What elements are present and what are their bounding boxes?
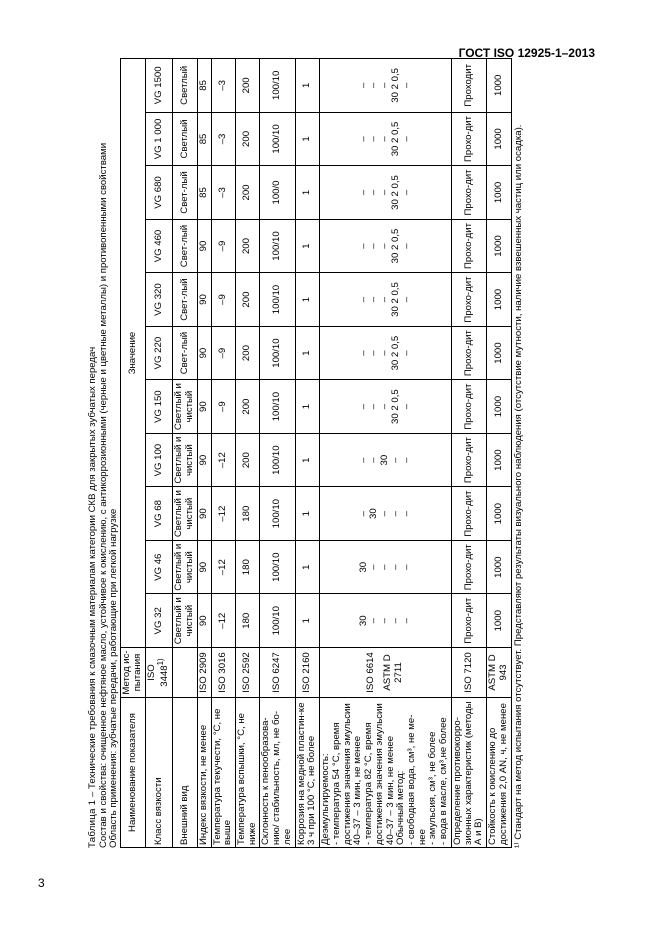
demul-value: – [400, 136, 412, 142]
row-method: ISO 6247 [260, 648, 295, 698]
demul-line: - свободная вода, см³, не ме-нее [406, 714, 428, 845]
row-value: 1 [295, 433, 319, 487]
demul-value: – [379, 296, 391, 303]
row-value: 90 [197, 433, 211, 487]
demul-value: – [400, 564, 412, 570]
row-value: 100/10 [260, 380, 295, 434]
row-name [320, 698, 452, 848]
demul-value: – [368, 189, 380, 196]
row-value: Светлый и чистый [173, 380, 197, 434]
row-method: ISO 2909 [197, 648, 211, 698]
demul-value: – [379, 403, 391, 410]
demul-value: 30 2 0,5 [389, 175, 401, 210]
row-method [320, 648, 452, 698]
demul-value: – [368, 296, 380, 303]
row-value: 1000 [487, 59, 511, 113]
row-value: 100/10 [260, 487, 295, 541]
row-value: VG 100 [145, 433, 173, 487]
row-value: VG 680 [145, 166, 173, 220]
row-value [320, 273, 452, 327]
row-value: 100/10 [260, 433, 295, 487]
row-value: 1000 [487, 594, 511, 648]
row-value: 100/10 [260, 59, 295, 113]
col-header-method: Метод ис-пытания [121, 648, 145, 698]
demul-value: – [389, 511, 401, 517]
row-value: 1 [295, 273, 319, 327]
table-caption [88, 58, 120, 848]
row-value: 100/0 [260, 166, 295, 220]
row-value: –12 [211, 487, 235, 541]
row-value: VG 320 [145, 273, 173, 327]
demul-value: – [400, 82, 412, 89]
row-value [320, 540, 452, 594]
row-value: 90 [197, 540, 211, 594]
row-value: 180 [236, 594, 260, 648]
demul-value: – [379, 511, 391, 517]
table-row-demulsibility [320, 59, 452, 848]
row-value: 100/10 [260, 540, 295, 594]
row-value: 180 [236, 540, 260, 594]
demul-line: Обычный метод: [395, 770, 407, 845]
row-value: 200 [236, 112, 260, 166]
demul-value: 30 2 0,5 [389, 228, 401, 264]
row-value: –9 [211, 326, 235, 380]
row-value: Свет-лый [173, 166, 197, 220]
row-value: Прохо-дит [451, 219, 486, 273]
table-row [295, 59, 319, 848]
demul-value: – [400, 243, 412, 249]
row-value: VG 220 [145, 326, 173, 380]
row-value: 100/10 [260, 273, 295, 327]
row-value: 1000 [487, 487, 511, 541]
row-value: 1 [295, 594, 319, 648]
demul-value: – [357, 403, 369, 410]
row-value: 1 [295, 380, 319, 434]
row-value: 85 [197, 166, 211, 220]
demul-method: ASTM D 2711 [382, 654, 404, 691]
row-value: Проходит [451, 59, 486, 113]
row-value: Прохо-дит [451, 487, 486, 541]
row-value: Светлый и чистый [173, 594, 197, 648]
row-value: 90 [197, 487, 211, 541]
row-name: Коррозия на медной пластин-ке 3 ч при 100 °C, не более [295, 698, 319, 848]
demul-value: 30 2 0,5 [389, 121, 401, 157]
row-value: 100/10 [260, 219, 295, 273]
row-name: Стойкость к окислению до достижения 2,0 AN, ч, не менее [487, 698, 511, 848]
demul-value: – [389, 457, 401, 463]
row-value: 90 [197, 326, 211, 380]
requirements-table [120, 58, 511, 848]
row-value: –12 [211, 594, 235, 648]
row-value: 100/10 [260, 326, 295, 380]
row-value: 1 [295, 326, 319, 380]
row-value: Светлый [173, 112, 197, 166]
row-method: ISO 2592 [236, 648, 260, 698]
demul-line: - эмульсия, см³, не более [427, 731, 439, 845]
demul-value: – [379, 618, 391, 624]
table-row [173, 59, 197, 848]
table-row [197, 59, 211, 848]
demul-value: 30 2 0,5 [389, 68, 401, 103]
table-row [145, 59, 173, 848]
row-value [320, 326, 452, 380]
demul-value: – [400, 189, 412, 196]
row-value: 1 [295, 112, 319, 166]
row-value [320, 380, 452, 434]
row-name: Внешний вид [173, 698, 197, 848]
demul-value: – [357, 243, 369, 249]
row-value: 200 [236, 326, 260, 380]
demul-value: – [379, 243, 391, 249]
row-method [173, 648, 197, 698]
row-value: 200 [236, 433, 260, 487]
composition-line: Состав и свойства: очищенное нефтяное масло, устойчивое к окислению, с антикоррозионными (черные и цветные металлы) и противопенными свойствами [97, 142, 109, 848]
demul-value: – [368, 136, 380, 142]
row-value: VG 32 [145, 594, 173, 648]
row-name: Температура вспышки, °C, не ниже [236, 698, 260, 848]
table-title: – Технические требования к смазочным материалам категории СКВ для закрытых зубчатых передач [87, 346, 98, 800]
row-method: ASTM D 943 [487, 648, 511, 698]
row-value: 1000 [487, 273, 511, 327]
demul-value: – [400, 511, 412, 517]
table-row [451, 59, 486, 848]
demul-value: – [368, 564, 380, 570]
row-value: 200 [236, 380, 260, 434]
application-line: Область применения: зубчатые передачи, работающие при легкой нагрузке [108, 508, 120, 848]
demul-value: – [368, 457, 380, 463]
demul-value: 30 [357, 561, 369, 573]
table-row [211, 59, 235, 848]
row-value: 90 [197, 273, 211, 327]
row-value: 85 [197, 112, 211, 166]
demul-value: – [389, 564, 401, 570]
row-value: VG 1 000 [145, 112, 173, 166]
row-value: 100/10 [260, 594, 295, 648]
row-value [320, 219, 452, 273]
row-value: Прохо-дит [451, 540, 486, 594]
row-value [320, 487, 452, 541]
row-value: 1000 [487, 219, 511, 273]
demul-value: 30 [379, 454, 391, 466]
demul-value: 30 [368, 508, 380, 520]
row-value: 90 [197, 219, 211, 273]
table-row [487, 59, 511, 848]
row-value: 1000 [487, 540, 511, 594]
row-value: Свет-лый [173, 326, 197, 380]
demul-value: – [368, 82, 380, 89]
row-value: 200 [236, 273, 260, 327]
demul-method: ISO 6614 [365, 652, 377, 693]
row-value: 1 [295, 540, 319, 594]
table-row [260, 59, 295, 848]
table-row [236, 59, 260, 848]
demul-value: – [357, 457, 369, 463]
demul-value: 30 [357, 615, 369, 627]
row-value [320, 594, 452, 648]
demul-line: - температура 82 °C, время достижения значения эмульсии 40–37 – 3 мин, не менее [363, 703, 396, 845]
footnote: ¹⁾ Стандарт на метод испытания отсутствует. Представляют результаты визуального наблюдения (отсутствие мутности, наличие взвешенных частиц или осадка). [512, 124, 524, 848]
row-value: 1000 [487, 112, 511, 166]
demul-value: – [379, 189, 391, 196]
row-value: 1 [295, 219, 319, 273]
row-value: 90 [197, 594, 211, 648]
row-value: –3 [211, 166, 235, 220]
row-value: Прохо-дит [451, 326, 486, 380]
row-value: 1000 [487, 166, 511, 220]
row-value: 1 [295, 487, 319, 541]
demul-line: Деэмульгируемость: [320, 753, 332, 845]
row-value: Прохо-дит [451, 380, 486, 434]
row-value [320, 166, 452, 220]
demul-value: – [357, 82, 369, 89]
row-value: 200 [236, 219, 260, 273]
row-value: VG 1500 [145, 59, 173, 113]
demul-value: – [400, 350, 412, 356]
row-value: Прохо-дит [451, 594, 486, 648]
row-value: Светлый и чистый [173, 487, 197, 541]
demul-value: – [400, 457, 412, 463]
table-label: Таблица 1 [87, 799, 98, 848]
row-value: Светлый и чистый [173, 433, 197, 487]
row-name: Индекс вязкости, не менее [197, 698, 211, 848]
demul-value: – [379, 82, 391, 89]
row-value [320, 433, 452, 487]
demul-value: – [400, 618, 412, 624]
demul-value: – [368, 403, 380, 410]
row-value: 180 [236, 487, 260, 541]
row-value: VG 460 [145, 219, 173, 273]
demul-value: – [357, 511, 369, 517]
row-value: –3 [211, 112, 235, 166]
row-value: Свет-лый [173, 273, 197, 327]
row-method: ISO 2160 [295, 648, 319, 698]
demul-value: – [400, 296, 412, 303]
demul-value: – [368, 350, 380, 356]
row-value: –12 [211, 433, 235, 487]
row-value: 1000 [487, 380, 511, 434]
demul-value: – [400, 403, 412, 410]
demul-value: 30 2 0,5 [389, 389, 401, 424]
document-header: ГОСТ ISO 12925-1–2013 [458, 46, 595, 60]
row-value: VG 68 [145, 487, 173, 541]
row-value: –3 [211, 59, 235, 113]
row-value: 85 [197, 59, 211, 113]
demul-value: – [368, 243, 380, 249]
row-value: 200 [236, 59, 260, 113]
row-value: 1000 [487, 433, 511, 487]
row-value: –9 [211, 380, 235, 434]
rotated-table-block [88, 58, 524, 848]
row-value: 90 [197, 380, 211, 434]
demul-value: – [357, 136, 369, 142]
footnote-mark: 1) [156, 658, 166, 666]
row-value: VG 150 [145, 380, 173, 434]
row-value: Прохо-дит [451, 433, 486, 487]
demul-value: – [379, 350, 391, 356]
row-value: Прохо-дит [451, 112, 486, 166]
col-header-value: Значение [121, 59, 145, 648]
row-name: Температура текучести, °C, не выше [211, 698, 235, 848]
row-value: Светлый [173, 59, 197, 113]
row-value: VG 46 [145, 540, 173, 594]
demul-value: – [357, 189, 369, 196]
demul-value: 30 2 0,5 [389, 335, 401, 371]
demul-value: – [357, 296, 369, 303]
row-value: –9 [211, 219, 235, 273]
row-value: 200 [236, 166, 260, 220]
demul-value: – [357, 350, 369, 356]
page-number: 3 [38, 876, 45, 890]
demul-value: 30 2 0,5 [389, 282, 401, 317]
row-method: ISO 7120 [451, 648, 486, 698]
row-method: ISO 3016 [211, 648, 235, 698]
row-name: Класс вязкости [145, 698, 173, 848]
row-value: 1 [295, 59, 319, 113]
demul-value: – [368, 618, 380, 624]
row-value: 1000 [487, 326, 511, 380]
demul-line: - температура 54 °C, время достижения значения эмульсии 40–37 – 3 мин, не менее [330, 703, 364, 845]
row-value: Прохо-дит [451, 166, 486, 220]
row-value: Прохо-дит [451, 273, 486, 327]
col-header-name: Наименование показателя [121, 698, 145, 848]
row-value [320, 59, 452, 113]
demul-value: – [379, 564, 391, 570]
row-method: ISO 3448$^{1)}$ [145, 648, 173, 698]
row-value: –12 [211, 540, 235, 594]
row-value: Светлый и чистый [173, 540, 197, 594]
row-value: Свет-лый [173, 219, 197, 273]
row-name: Определение противокорро-зионных характеристик (методы А и В) [451, 698, 486, 848]
demul-value: – [389, 618, 401, 624]
demul-line: - вода в масле, см³,не более [438, 717, 450, 845]
row-value: 1 [295, 166, 319, 220]
row-name: Склонность к пенообразова-нию/ стабильность, мл, не бо-лее [260, 698, 295, 848]
row-value [320, 112, 452, 166]
row-value: 100/10 [260, 112, 295, 166]
demul-value: – [379, 136, 391, 142]
row-value: –9 [211, 273, 235, 327]
